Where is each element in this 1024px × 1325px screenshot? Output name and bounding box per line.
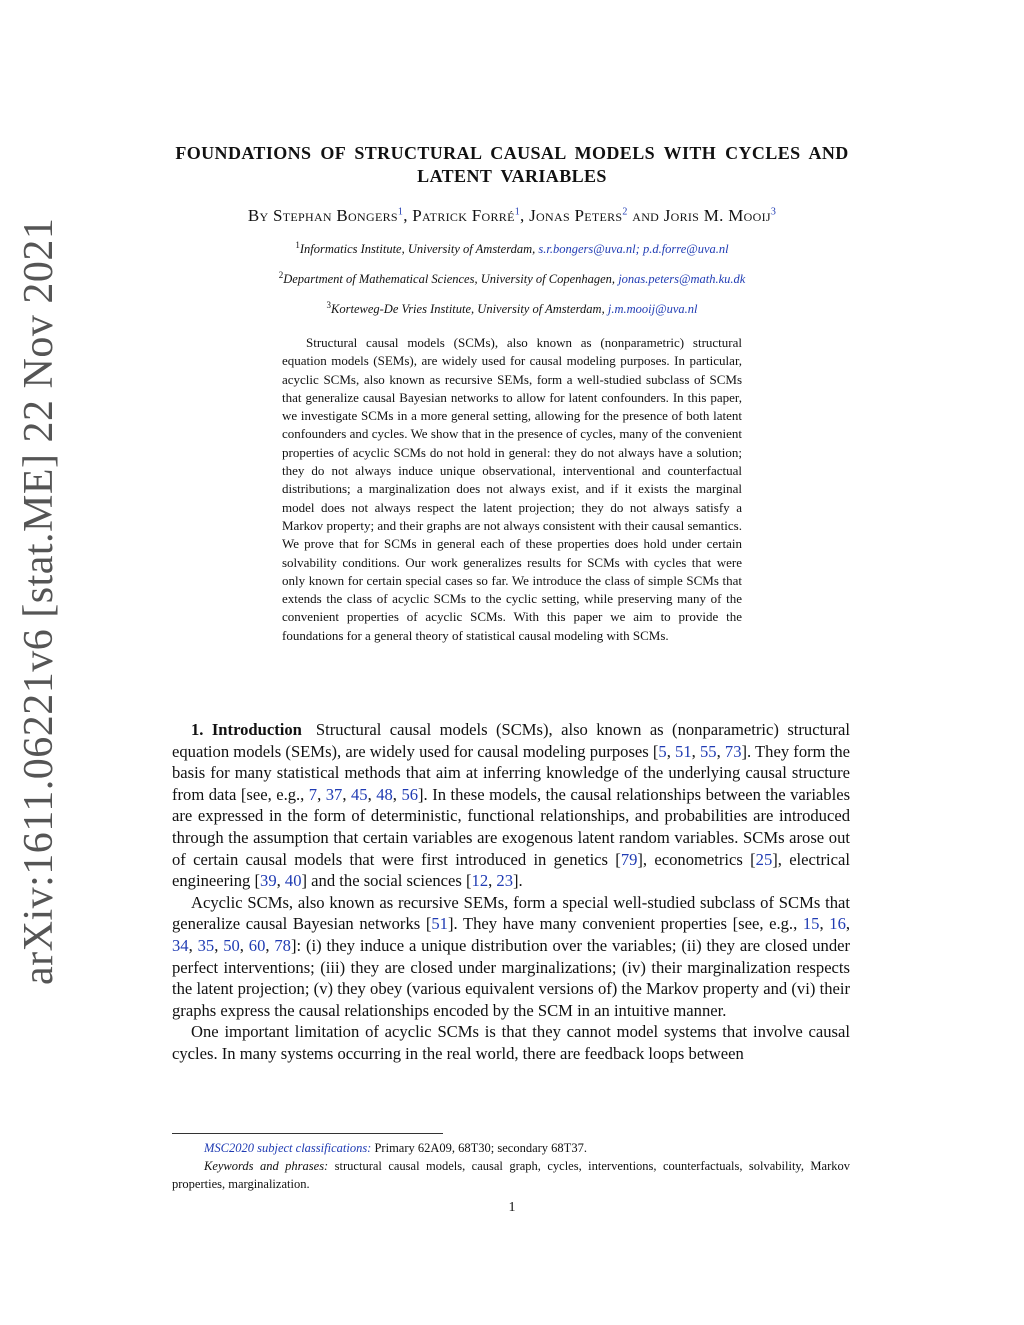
author-1: Stephan Bongers xyxy=(272,206,398,225)
affiliation-1-text: Informatics Institute, University of Amsterdam, xyxy=(299,242,539,257)
affiliation-1 xyxy=(120,240,904,257)
author-4-affil[interactable]: 3 xyxy=(770,206,777,218)
citation[interactable]: 79 xyxy=(620,849,638,869)
citation[interactable]: 39 xyxy=(260,871,277,891)
affiliation-2-text: Department of Mathematical Sciences, University of Copenhagen, xyxy=(283,272,619,287)
section-heading: 1. Introduction xyxy=(191,720,302,739)
affiliation-2-marker: 2 xyxy=(278,270,284,280)
intro-p1-text-c: ]. In these models, the causal relationships between the variables are expressed in the form of deterministic, functional relationships, and probabilities are introduced through the assumption that certain variables are exogenous latent random variables. SCMs arose out of certain causal models that were first introduced in genetics [ xyxy=(172,784,851,869)
citation[interactable]: 45 xyxy=(350,784,368,804)
paper-title xyxy=(160,142,864,188)
keywords-label: Keywords and phrases: xyxy=(204,1159,329,1173)
citation[interactable]: 48 xyxy=(376,784,393,804)
footnote-divider xyxy=(172,1133,443,1134)
intro-p1-text-a: Structural causal models (SCMs), also known as (nonparametric) structural equation models (SEMs), are widely used for causal modeling purposes [ xyxy=(172,720,850,761)
intro-p1-text-f: ] and the social sciences [ xyxy=(301,871,472,891)
intro-p1-text-e: ], electrical engineering [ xyxy=(172,849,850,891)
intro-p2-text-a: Acyclic SCMs, also known as recursive SEMs, form a special well-studied subclass of SCMs that generalize causal Bayesian networks [ xyxy=(172,892,850,934)
title-line-2: LATENT VARIABLES xyxy=(417,166,607,186)
keywords-text: structural causal models, causal graph, cycles, interventions, counterfactuals, solvability, Markov properties, marginalization. xyxy=(172,1159,851,1191)
email-link-peters[interactable]: jonas.peters@math.ku.dk xyxy=(618,272,746,287)
citation[interactable]: 16 xyxy=(829,914,846,934)
citation[interactable]: 12 xyxy=(471,871,489,891)
page-number: 1 xyxy=(508,1200,516,1215)
citation[interactable]: 5 xyxy=(658,741,667,761)
author-1-affil[interactable]: 1 xyxy=(397,206,404,218)
intro-paragraph-2: Acyclic SCMs, also known as recursive SEMs, form a special well-studied subclass of SCMs that generalize causal Bayesian networks [51]. They have many convenient properties [see, e.g., 15, 16, 34, 35, 50, 60, 78]: (i) they induce a unique distribution over the variables; (ii) they are closed under perfect interventions; (iii) they are closed under marginalizations; (iv) their marginalization respects the latent projection; (v) they obey (various equivalent versions of) the Markov property and (vi) their graphs express the causal relationships encoded by the SCM in an intuitive manner. xyxy=(172,892,851,1020)
author-by: By xyxy=(247,206,273,225)
author-4: Joris M. Mooij xyxy=(663,206,771,225)
citation[interactable]: 55 xyxy=(699,741,717,761)
affiliation-3 xyxy=(120,300,904,317)
citation[interactable]: 50 xyxy=(223,935,240,955)
email-link-forre[interactable]: p.d.forre@uva.nl xyxy=(642,242,729,257)
affiliation-3-text: Korteweg-De Vries Institute, University of Amsterdam, xyxy=(331,302,608,317)
citation[interactable]: 73 xyxy=(724,741,742,761)
msc-text: Primary 62A09, 68T30; secondary 68T37. xyxy=(371,1141,587,1155)
introduction-section xyxy=(172,719,850,1065)
citation[interactable]: 51 xyxy=(675,741,692,761)
email-separator: ; xyxy=(635,242,643,257)
intro-p2-text-b: ]. They have many convenient properties [see, e.g., xyxy=(447,914,803,934)
author-sep-2: , xyxy=(520,206,530,225)
author-2-affil[interactable]: 1 xyxy=(514,206,521,218)
citation[interactable]: 37 xyxy=(325,784,343,804)
citation[interactable]: 15 xyxy=(802,914,820,934)
author-list xyxy=(120,206,904,226)
email-link-mooij[interactable]: j.m.mooij@uva.nl xyxy=(607,302,698,317)
affiliation-1-marker: 1 xyxy=(295,240,300,250)
citation[interactable]: 56 xyxy=(401,784,419,804)
intro-paragraph-1: 1. Introduction Structural causal models (SCMs), also known as (nonparametric) structural equation models (SEMs), are widely used for causal modeling purposes [5, 51, 55, 73]. They form the basis for many statistical methods that aim at inferring knowledge of the underlying causal structure from data [see, e.g., 7, 37, 45, 48, 56]. In these models, the causal relationships between the variables are expressed in the form of deterministic, functional relationships, and probabilities are introduced through the assumption that certain variables are exogenous latent random variables. SCMs arose out of certain causal models that were first introduced in genetics [79], econometrics [25], electrical engineering [39, 40] and the social sciences [12, 23]. xyxy=(172,720,851,891)
abstract: Structural causal models (SCMs), also known as (nonparametric) structural equation models (SEMs), are widely used for causal modeling purposes. In particular, acyclic SCMs, also known as recursive SEMs, form a well-studied subclass of SCMs that generalize causal Bayesian networks to allow for latent confounders. In this paper, we investigate SCMs in a more general setting, allowing for the presence of both latent confounders and cycles. We show that in the presence of cycles, many of the convenient properties of acyclic SCMs do not hold in general: they do not always have a solution; they do not always induce unique observational, interventional and counterfactual distributions; a marginalization does not always exist, and if it exists the marginal model does not always respect the latent projection; they do not always satisfy a Markov property; and their graphs are not always consistent with their causal semantics. We prove that for SCMs in general each of these properties does hold under certain solvability conditions. Our work generalizes results for SCMs with cycles that were only known for certain special cases so far. We introduce the class of simple SCMs that extends the class of acyclic SCMs to the cyclic setting, while preserving many of the convenient properties of acyclic SCMs. With this paper we aim to provide the foundations for a general theory of statistical causal modeling with SCMs. xyxy=(282,335,742,643)
email-link-bongers[interactable]: s.r.bongers@uva.nl xyxy=(538,242,636,257)
citation[interactable]: 35 xyxy=(197,935,215,955)
affiliation-2 xyxy=(120,270,904,287)
author-and: and xyxy=(627,206,664,225)
citation[interactable]: 51 xyxy=(431,914,448,934)
author-3-affil[interactable]: 2 xyxy=(622,206,628,218)
msc-footnote xyxy=(172,1139,850,1157)
intro-p1-text-g: ]. xyxy=(513,871,523,891)
citation[interactable]: 40 xyxy=(284,871,302,891)
citation[interactable]: 78 xyxy=(274,935,291,955)
author-2: Patrick Forré xyxy=(412,206,515,225)
intro-paragraph-3: One important limitation of acyclic SCMs is that they cannot model systems that involve causal cycles. In many systems occurring in the real world, there are feedback loops between xyxy=(172,1022,850,1063)
citation[interactable]: 60 xyxy=(248,935,266,955)
title-line-1: FOUNDATIONS OF STRUCTURAL CAUSAL MODELS WITH CYCLES AND xyxy=(175,143,849,163)
intro-p1-text-d: ], econometrics [ xyxy=(637,849,756,869)
citation[interactable]: 23 xyxy=(496,871,513,891)
intro-p1-text-b: ]. They form the basis for many statistical methods that aim at inferring knowledge of the underlying causal structure from data [see, e.g., xyxy=(172,741,851,804)
citation[interactable]: 25 xyxy=(755,849,773,869)
citation[interactable]: 34 xyxy=(172,935,189,955)
keywords-footnote xyxy=(172,1157,850,1193)
msc-link[interactable]: MSC2020 subject classifications: xyxy=(204,1141,372,1155)
affiliation-3-marker: 3 xyxy=(326,300,332,310)
intro-p2-text-c: ]: (i) they induce a unique distribution over the variables; (ii) they are closed under perfect interventions; (iii) they are closed under marginalizations; (iv) their marginalization respects the latent projection; (v) they obey (various equivalent versions of) the Markov property and (vi) their graphs express the causal relationships encoded by the SCM in an intuitive manner. xyxy=(172,935,851,1020)
footnotes xyxy=(172,1139,850,1193)
author-3: Jonas Peters xyxy=(529,206,623,225)
author-sep-1: , xyxy=(403,206,413,225)
citation[interactable]: 7 xyxy=(308,784,318,804)
arxiv-side-stamp: arXiv:1611.06221v6 [stat.ME] 22 Nov 2021 xyxy=(16,217,62,985)
